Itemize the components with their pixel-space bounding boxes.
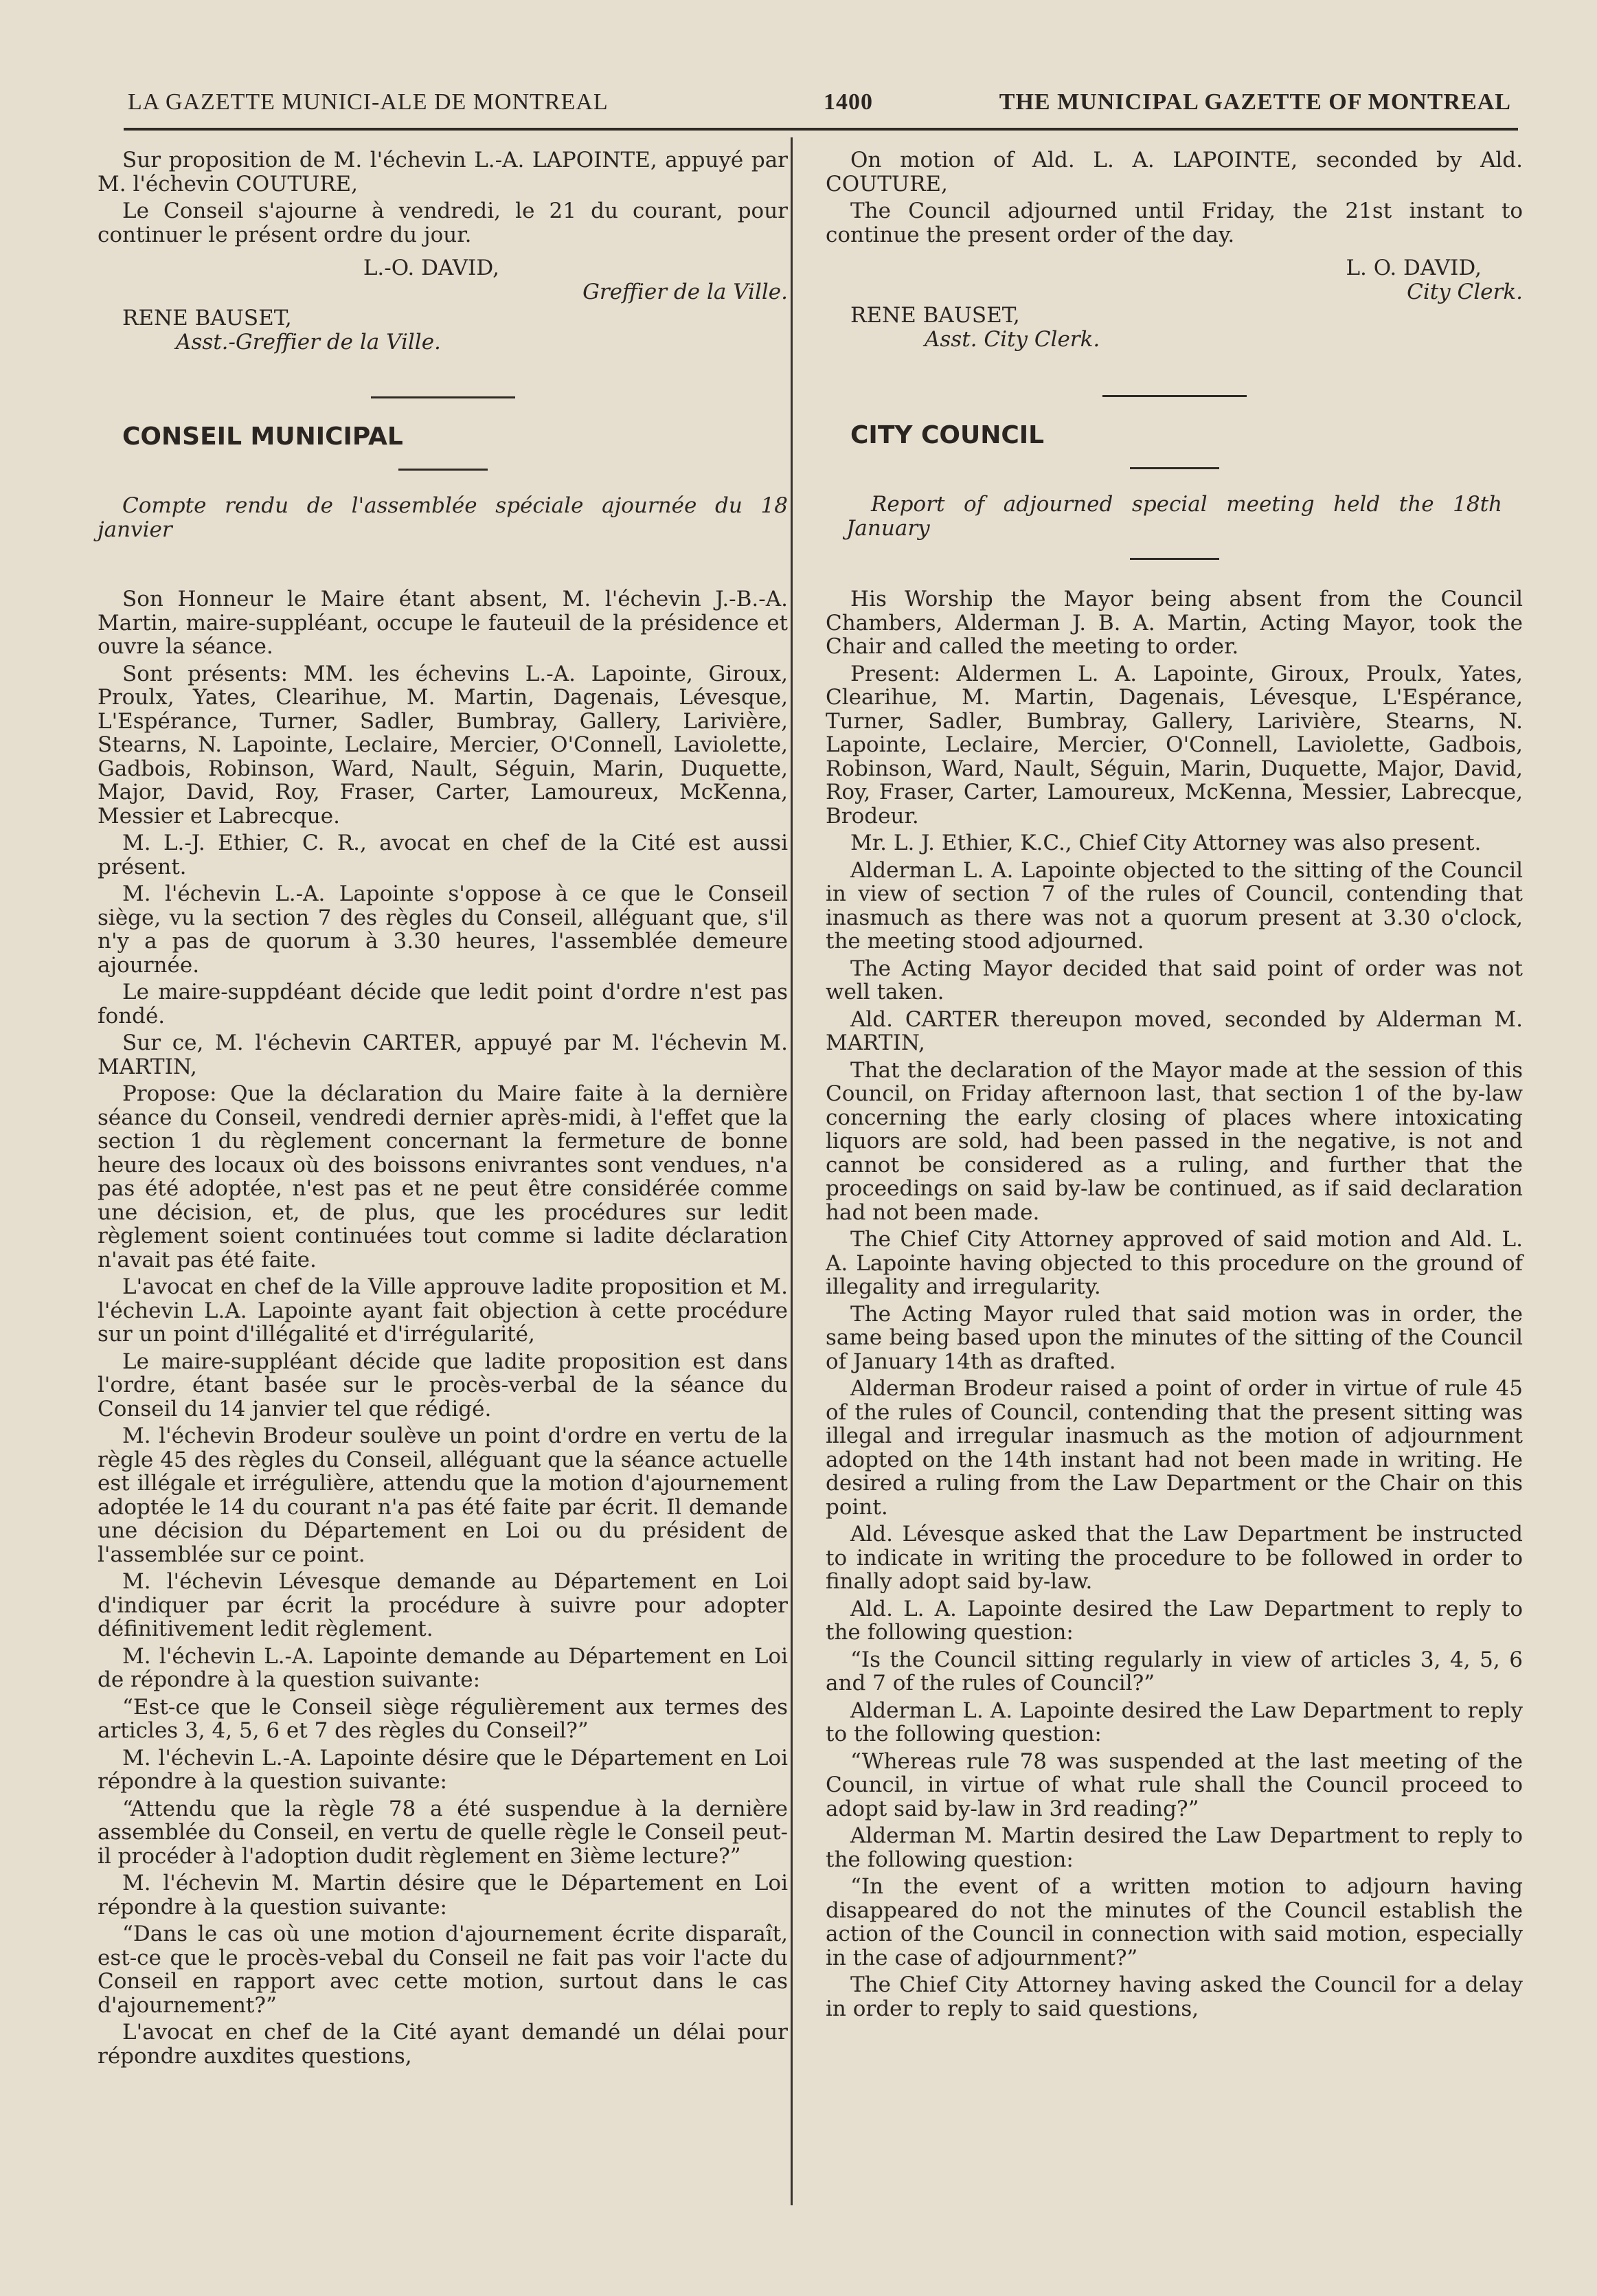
fr-paragraph: M. l'échevin L.-A. Lapointe demande au Département en Loi de répondre à la question suivante: xyxy=(98,1643,788,1692)
fr-paragraph: M. l'échevin Brodeur soulève un point d'ordre en vertu de la règle 45 des règles du Conseil, alléguant que la séance actuelle est illégale et irrégulière, attendu que la motion d'ajournement adoptée le 14 du courant n'a pas été faite par écrit. Il demande une décision du Département en Loi ou du président de l'assemblée sur ce point. xyxy=(98,1423,788,1567)
en-paragraph: Alderman Brodeur raised a point of order in virtue of rule 45 of the rules of Council, contending that the present sitting was illegal and irregular inasmuch as the motion of adjournment adopted on the 14th instant had not been made in writing. He desired a ruling from the Law Department or the Chair on this point. xyxy=(826,1376,1523,1520)
fr-paragraph: Le maire-suppléant décide que ladite proposition est dans l'ordre, étant basée sur le procès-verbal de la séance du Conseil du 14 janvier tel que rédigé. xyxy=(98,1349,788,1421)
fr-paragraph: M. l'échevin L.-A. Lapointe s'oppose à ce que le Conseil siège, vu la section 7 des règles du Conseil, alléguant que, s'il n'y a pas de quorum à 3.30 heures, l'assemblée demeure ajournée. xyxy=(98,881,788,978)
en-paragraph: Alderman M. Martin desired the Law Department to reply to the following question: xyxy=(826,1823,1523,1872)
page-header xyxy=(124,82,1511,124)
en-subheading-rule xyxy=(1130,558,1219,560)
fr-paragraph: M. l'échevin M. Martin désire que le Département en Loi répondre à la question suivante: xyxy=(98,1871,788,1920)
en-paragraph: Ald. L. A. Lapointe desired the Law Department to reply to the following question: xyxy=(826,1596,1523,1645)
en-clerk-title: City Clerk. xyxy=(1407,279,1523,304)
fr-intro-motion: Sur proposition de M. l'échevin L.-A. LAPOINTE, appuyé par M. l'échevin COUTURE, xyxy=(98,148,788,196)
en-paragraph: That the declaration of the Mayor made at the session of this Council, on Friday afternoon last, that section 1 of the by-law concerning the early closing of places where intoxicating liquors are sold, had been passed in the negative, is not and cannot be considered as a ruling, and further that the proceedings on said by-law be continued, as if said declaration had not been made. xyxy=(826,1057,1523,1225)
fr-paragraph: Sont présents: MM. les échevins L.-A. Lapointe, Giroux, Proulx, Yates, Clearihue, M. Martin, Dagenais, Lévesque, L'Espérance, Turner, Sadler, Bumbray, Gallery, Larivière, Stearns, N. Lapointe, Leclaire, Mercier, O'Connell, Laviolette, Gadbois, Robinson, Ward, Nault, Séguin, Marin, Duquette, Major, David, Roy, Fraser, Carter, Lamoureux, McKenna, Messier et Labrecque. xyxy=(98,661,788,829)
fr-question: “Dans le cas où une motion d'ajournement écrite disparaît, est-ce que le procès-vebal du Conseil ne fait pas voir l'acte du Conseil en rapport avec cette motion, surtout dans le cas d'ajournement?” xyxy=(98,1922,788,2018)
en-asst-name: RENE BAUSET, xyxy=(850,303,1020,328)
fr-section-rule xyxy=(371,396,515,398)
en-paragraph: Present: Aldermen L. A. Lapointe, Giroux, Proulx, Yates, Clearihue, M. Martin, Dagenais, Lévesque, L'Espérance, Turner, Sadler, Bumbray, Gallery, Larivière, Stearns, N. Lapointe, Leclaire, Mercier, O'Connell, Laviolette, Gadbois, Robinson, Ward, Nault, Séguin, Marin, Duquette, Major, David, Roy, Fraser, Carter, Lamoureux, McKenna, Messier, Labrecque, Brodeur. xyxy=(826,661,1523,829)
header-title-fr: LA GAZETTE MUNICI-ALE DE MONTREAL xyxy=(128,89,609,115)
fr-heading: CONSEIL MUNICIPAL xyxy=(122,423,403,451)
fr-asst-title: Asst.-Greffier de la Ville. xyxy=(176,329,441,354)
en-subheading: Report of adjourned special meeting held the 18th January xyxy=(846,492,1502,541)
fr-question: “Est-ce que le Conseil siège régulièrement aux termes des articles 3, 4, 5, 6 et 7 des règles du Conseil?” xyxy=(98,1694,788,1743)
en-question: “Is the Council sitting regularly in view of articles 3, 4, 5, 6 and 7 of the rules of Council?” xyxy=(826,1647,1523,1696)
fr-question: “Attendu que la règle 78 a été suspendue à la dernière assemblée du Conseil, en vertu de quelle règle le Conseil peut-il procéder à l'adoption dudit règlement en 3ième lecture?” xyxy=(98,1796,788,1869)
fr-clerk-title: Greffier de la Ville. xyxy=(582,279,788,304)
page-number: 1400 xyxy=(824,89,873,115)
header-rule xyxy=(124,128,1518,131)
column-divider xyxy=(791,137,793,2205)
en-heading-rule xyxy=(1130,467,1219,469)
en-asst-title: Asst. City Clerk. xyxy=(925,326,1100,352)
english-column xyxy=(826,148,1523,2024)
en-intro-adjourn: The Council adjourned until Friday, the 21st instant to continue the present order of the day. xyxy=(826,199,1523,247)
en-paragraph: Ald. Lévesque asked that the Law Department be instructed to indicate in writing the procedure to be followed in order to finally adopt said by-law. xyxy=(826,1522,1523,1594)
en-paragraph: Alderman L. A. Lapointe desired the Law Department to reply to the following question: xyxy=(826,1698,1523,1746)
en-section-rule xyxy=(1102,395,1247,397)
en-paragraph: The Chief City Attorney having asked the Council for a delay in order to reply to said questions, xyxy=(826,1972,1523,2021)
en-paragraph: Ald. CARTER thereupon moved, seconded by Alderman M. MARTIN, xyxy=(826,1006,1523,1055)
fr-paragraph: M. l'échevin Lévesque demande au Département en Loi d'indiquer par écrit la procédure à suivre pour adopter définitivement ledit règlement. xyxy=(98,1569,788,1641)
en-paragraph: The Acting Mayor decided that said point of order was not well taken. xyxy=(826,956,1523,1004)
fr-paragraph: Son Honneur le Maire étant absent, M. l'échevin J.-B.-A. Martin, maire-suppléant, occupe le fauteuil de la présidence et ouvre la séance. xyxy=(98,587,788,659)
fr-asst-name: RENE BAUSET, xyxy=(122,306,292,330)
fr-heading-rule xyxy=(398,469,488,471)
en-paragraph: The Acting Mayor ruled that said motion was in order, the same being based upon the minutes of the sitting of the Council of January 14th as drafted. xyxy=(826,1301,1523,1374)
fr-paragraph: Sur ce, M. l'échevin CARTER, appuyé par M. l'échevin M. MARTIN, xyxy=(98,1031,788,1079)
french-column xyxy=(98,148,788,2071)
fr-paragraph: M. L.-J. Ethier, C. R., avocat en chef de la Cité est aussi présent. xyxy=(98,831,788,879)
fr-clerk-name: L.-O. DAVID, xyxy=(363,256,499,280)
en-paragraph: Mr. L. J. Ethier, K.C., Chief City Attorney was also present. xyxy=(850,831,1482,855)
en-paragraph: The Chief City Attorney approved of said motion and Ald. L. A. Lapointe having objected to this procedure on the ground of illegality and irregularity. xyxy=(826,1227,1523,1299)
en-question: “Whereas rule 78 was suspended at the last meeting of the Council, in virtue of what rule shall the Council proceed to adopt said by-law in 3rd reading?” xyxy=(826,1748,1523,1821)
en-heading: CITY COUNCIL xyxy=(850,421,1045,449)
fr-paragraph: M. l'échevin L.-A. Lapointe désire que le Département en Loi répondre à la question suivante: xyxy=(98,1745,788,1794)
fr-paragraph: L'avocat en chef de la Ville approuve ladite proposition et M. l'échevin L.A. Lapointe ayant fait objection à cette procédure sur un point d'illégalité et d'irrégularité, xyxy=(98,1274,788,1347)
en-question: “In the event of a written motion to adjourn having disappeared do not the minutes of the Council establish the action of the Council in connection with said motion, especially in the case of adjournment?” xyxy=(826,1874,1523,1970)
en-intro-motion: On motion of Ald. L. A. LAPOINTE, seconded by Ald. COUTURE, xyxy=(826,148,1523,196)
fr-paragraph: L'avocat en chef de la Cité ayant demandé un délai pour répondre auxdites questions, xyxy=(98,2020,788,2069)
fr-paragraph: Le maire-suppdéant décide que ledit point d'ordre n'est pas fondé. xyxy=(98,980,788,1028)
fr-subheading: Compte rendu de l'assemblée spéciale ajournée du 18 janvier xyxy=(98,493,788,542)
en-paragraph: His Worship the Mayor being absent from the Council Chambers, Alderman J. B. A. Martin, Acting Mayor, took the Chair and called the meeting to order. xyxy=(826,587,1523,659)
header-title-en: THE MUNICIPAL GAZETTE OF MONTREAL xyxy=(999,89,1511,115)
en-paragraph: Alderman L. A. Lapointe objected to the sitting of the Council in view of section 7 of the rules of Council, contending that inasmuch as there was not a quorum present at 3.30 o'clock, the meeting stood adjourned. xyxy=(826,857,1523,954)
fr-paragraph: Propose: Que la déclaration du Maire faite à la dernière séance du Conseil, vendredi dernier après-midi, à l'effet que la section 1 du règlement concernant la fermeture de bonne heure des locaux où des boissons enivrantes sont vendues, n'a pas été adoptée, n'est pas et ne peut être considérée comme une décision, et, de plus, que les procédures sur ledit règlement soient continuées tout comme si ladite déclaration n'avait pas été faite. xyxy=(98,1081,788,1272)
fr-intro-adjourn: Le Conseil s'ajourne à vendredi, le 21 du courant, pour continuer le présent ordre du jour. xyxy=(98,199,788,247)
en-clerk-name: L. O. DAVID, xyxy=(1346,256,1482,280)
